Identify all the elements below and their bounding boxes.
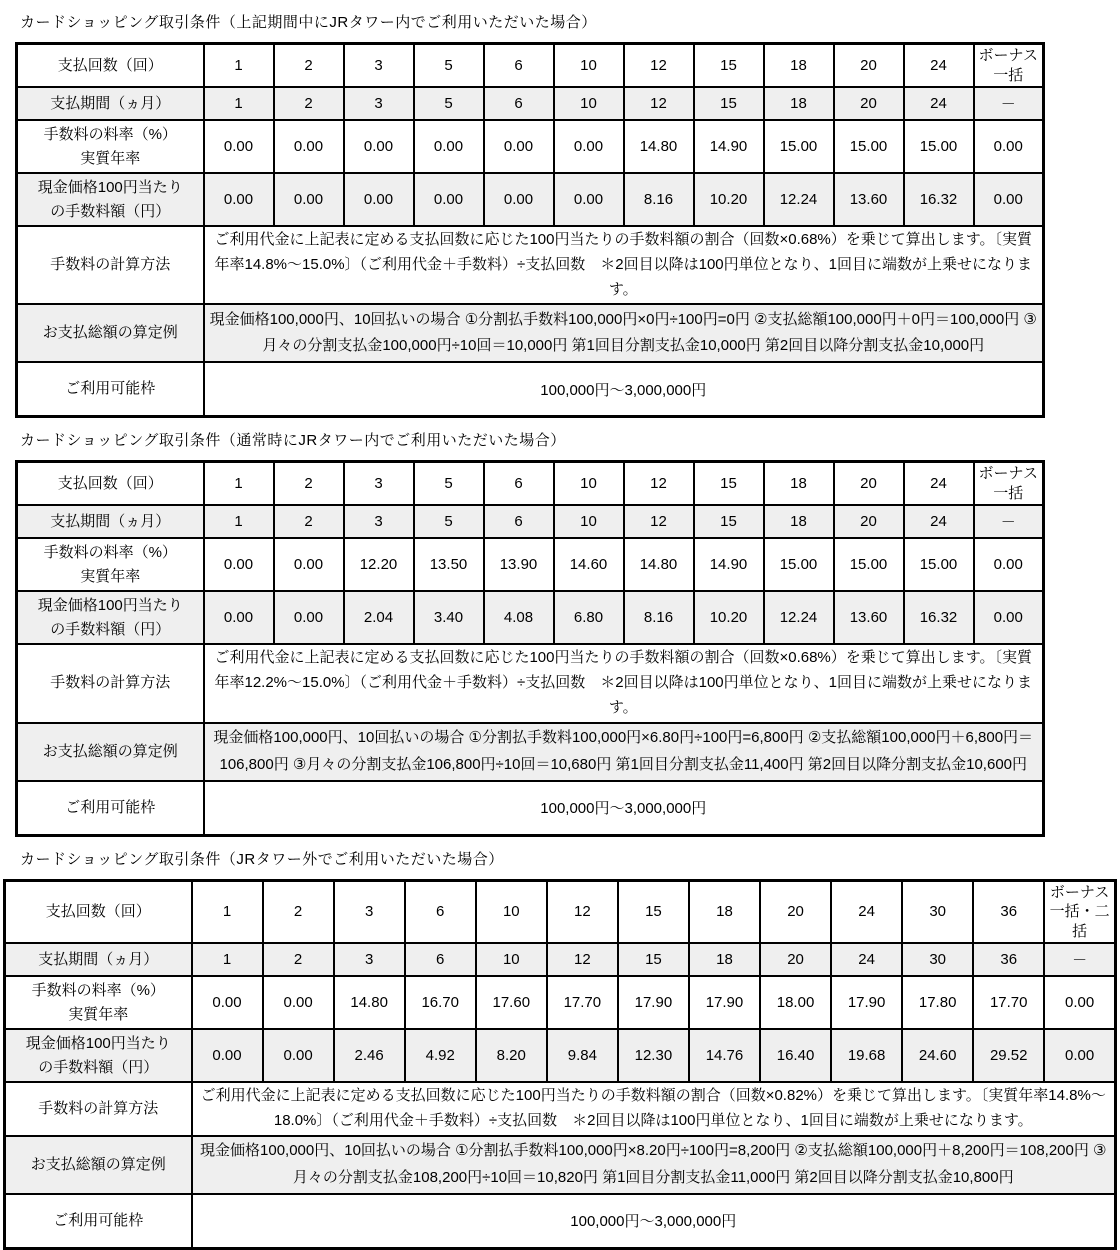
fee-cell: 0.00 [414,173,484,226]
period-cell: 18 [764,87,834,120]
period-cell: － [974,87,1044,120]
row-label-rate [17,120,204,173]
period-cell: 12 [547,943,618,976]
terms-table-normal [15,460,1045,836]
fee-cell: 12.24 [764,173,834,226]
payment-example-row [17,304,1044,362]
period-cell: 36 [973,943,1044,976]
terms-table-campaign [15,42,1045,418]
period-cell: 20 [760,943,831,976]
rate-cell: 15.00 [834,538,904,591]
payment-period-row [17,87,1044,120]
fee-cell: 12.30 [618,1029,689,1082]
fee-cell: 13.60 [834,591,904,644]
count-cell: 6 [484,44,554,88]
fee-cell: 0.00 [1044,1029,1115,1082]
count-cell: 6 [484,462,554,506]
count-cell: 18 [689,880,760,943]
fee-cell: 0.00 [204,173,274,226]
rate-cell: 14.60 [554,538,624,591]
rate-cell: 14.80 [624,120,694,173]
fee-cell: 8.16 [624,591,694,644]
period-cell: 1 [204,87,274,120]
fee-label-line2: の手数料額（円） [50,202,171,220]
fee-cell: 0.00 [974,591,1044,644]
rate-cell: 17.90 [689,976,760,1029]
fee-cell: 4.92 [405,1029,476,1082]
row-label-calc: 手数料の計算方法 [17,226,204,304]
fee-cell: 12.24 [764,591,834,644]
period-cell: 3 [334,943,405,976]
count-cell: 30 [902,880,973,943]
fee-amount-row [17,173,1044,226]
rate-cell: 18.00 [760,976,831,1029]
period-cell: － [974,505,1044,538]
count-cell: 5 [414,462,484,506]
credit-limit-row [17,362,1044,417]
rate-cell: 12.20 [344,538,414,591]
payment-counts-row [17,462,1044,506]
payment-example-row [17,723,1044,781]
payment-counts-row [5,880,1116,943]
credit-limit-text: 100,000円～3,000,000円 [192,1194,1116,1249]
count-cell: 15 [694,44,764,88]
rate-cell: 17.70 [973,976,1044,1029]
fee-cell: 16.40 [760,1029,831,1082]
row-label-example: お支払総額の算定例 [5,1136,192,1194]
period-cell: 3 [344,505,414,538]
rate-cell: 15.00 [764,538,834,591]
row-label-fee [17,173,204,226]
count-cell: 2 [274,462,344,506]
rate-cell: 17.90 [618,976,689,1029]
count-cell: 6 [405,880,476,943]
rate-cell: 15.00 [904,120,974,173]
period-cell: 15 [694,505,764,538]
fee-cell: 2.46 [334,1029,405,1082]
fee-cell: 24.60 [902,1029,973,1082]
calc-method-text: ご利用代金に上記表に定める支払回数に応じた100円当たりの手数料額の割合（回数×0.68%）を乗じて算出します。〔実質年率14.8%～15.0%〕（ご利用代金＋手数料）÷支払回数 ＊2回目以降は100円単位となり、1回目に端数が上乗せになります。 [204,226,1044,304]
count-cell: 12 [624,462,694,506]
rate-cell: 14.80 [334,976,405,1029]
fee-cell: 19.68 [831,1029,902,1082]
row-label-fee [17,591,204,644]
count-cell: 3 [344,462,414,506]
bonus-lump-cell: ボーナス一括・二括 [1044,880,1115,943]
fee-rate-row [5,976,1116,1029]
rate-cell: 16.70 [405,976,476,1029]
rate-cell: 0.00 [554,120,624,173]
terms-table-outside [3,879,1117,1250]
section-jr-tower-campaign [0,0,1120,418]
period-cell: 6 [405,943,476,976]
calc-method-text: ご利用代金に上記表に定める支払回数に応じた100円当たりの手数料額の割合（回数×0.82%）を乗じて算出します。〔実質年率14.8%～18.0%〕（ご利用代金＋手数料）÷支払回数 ＊2回目以降は100円単位となり、1回目に端数が上乗せになります。 [192,1082,1116,1136]
count-cell: 24 [904,44,974,88]
credit-limit-row [5,1194,1116,1249]
count-cell: 18 [764,44,834,88]
fee-cell: 0.00 [484,173,554,226]
row-label-counts: 支払回数（回） [17,44,204,88]
period-cell: 12 [624,87,694,120]
period-cell: 12 [624,505,694,538]
rate-cell: 0.00 [274,120,344,173]
fee-rate-row [17,120,1044,173]
period-cell: 24 [904,505,974,538]
row-label-counts: 支払回数（回） [5,880,192,943]
row-label-period: 支払期間（ヵ月） [17,87,204,120]
count-cell: 3 [334,880,405,943]
rate-cell: 15.00 [834,120,904,173]
payment-counts-row [17,44,1044,88]
count-cell: 12 [547,880,618,943]
count-cell: 1 [192,880,263,943]
period-cell: 15 [694,87,764,120]
row-label-counts: 支払回数（回） [17,462,204,506]
rate-cell: 13.50 [414,538,484,591]
period-cell: 10 [554,505,624,538]
fee-cell: 2.04 [344,591,414,644]
rate-cell: 0.00 [204,538,274,591]
count-cell: 24 [831,880,902,943]
count-cell: 5 [414,44,484,88]
rate-cell: 17.70 [547,976,618,1029]
fee-cell: 6.80 [554,591,624,644]
fee-cell: 0.00 [274,173,344,226]
row-label-fee [5,1029,192,1082]
rate-cell: 0.00 [344,120,414,173]
rate-cell: 14.90 [694,538,764,591]
count-cell: 18 [764,462,834,506]
rate-label-line1: 手数料の料率（%） [43,543,177,561]
row-label-example: お支払総額の算定例 [17,723,204,781]
payment-period-row [5,943,1116,976]
period-cell: － [1044,943,1115,976]
period-cell: 15 [618,943,689,976]
calc-method-text: ご利用代金に上記表に定める支払回数に応じた100円当たりの手数料額の割合（回数×0.68%）を乗じて算出します。〔実質年率12.2%～15.0%〕（ご利用代金＋手数料）÷支払回数 ＊2回目以降は100円単位となり、1回目に端数が上乗せになります。 [204,644,1044,722]
count-cell: 10 [554,44,624,88]
period-cell: 30 [902,943,973,976]
row-label-limit: ご利用可能枠 [17,781,204,836]
payment-example-text: 現金価格100,000円、10回払いの場合 ①分割払手数料100,000円×6.80円÷100円=6,800円 ②支払総額100,000円＋6,800円＝106,800円 ③月々の分割支払金106,800円÷10回＝10,680円 第1回目分割支払金11,400円 第2回目以降分割支払金10,600円 [204,723,1044,781]
count-cell: 20 [834,44,904,88]
section-title: カードショッピング取引条件（JRタワー外でご利用いただいた場合） [20,850,504,868]
rate-label-line1: 手数料の料率（%） [43,125,177,143]
period-cell: 1 [204,505,274,538]
section-outside-jr-tower [0,837,1120,1250]
fee-label-line1: 現金価格100円当たり [37,596,183,614]
period-cell: 6 [484,505,554,538]
calc-method-row [17,226,1044,304]
count-cell: 24 [904,462,974,506]
rate-cell: 0.00 [192,976,263,1029]
fee-cell: 4.08 [484,591,554,644]
count-cell: 15 [694,462,764,506]
fee-cell: 0.00 [263,1029,334,1082]
rate-label-line2: 実質年率 [80,567,141,585]
rate-cell: 0.00 [1044,976,1115,1029]
payment-example-text: 現金価格100,000円、10回払いの場合 ①分割払手数料100,000円×8.20円÷100円=8,200円 ②支払総額100,000円＋8,200円＝108,200円 ③月々の分割支払金108,200円÷10回＝10,820円 第1回目分割支払金11,000円 第2回目以降分割支払金10,800円 [192,1136,1116,1194]
period-cell: 20 [834,505,904,538]
period-cell: 5 [414,505,484,538]
rate-label-line1: 手数料の料率（%） [31,981,165,999]
fee-cell: 29.52 [973,1029,1044,1082]
rate-cell: 13.90 [484,538,554,591]
rate-cell: 0.00 [484,120,554,173]
rate-label-line2: 実質年率 [80,149,141,167]
rate-cell: 0.00 [204,120,274,173]
row-label-period: 支払期間（ヵ月） [17,505,204,538]
rate-cell: 17.90 [831,976,902,1029]
fee-label-line1: 現金価格100円当たり [25,1034,171,1052]
row-label-limit: ご利用可能枠 [17,362,204,417]
fee-cell: 10.20 [694,173,764,226]
count-cell: 10 [476,880,547,943]
rate-cell: 15.00 [904,538,974,591]
count-cell: 15 [618,880,689,943]
row-label-calc: 手数料の計算方法 [17,644,204,722]
fee-cell: 0.00 [204,591,274,644]
fee-rate-row [17,538,1044,591]
rate-cell: 17.80 [902,976,973,1029]
rate-cell: 0.00 [974,538,1044,591]
section-jr-tower-normal [0,418,1120,836]
credit-limit-row [17,781,1044,836]
rate-cell: 0.00 [974,120,1044,173]
rate-cell: 0.00 [414,120,484,173]
fee-cell: 14.76 [689,1029,760,1082]
period-cell: 20 [834,87,904,120]
period-cell: 24 [904,87,974,120]
payment-example-text: 現金価格100,000円、10回払いの場合 ①分割払手数料100,000円×0円÷100円=0円 ②支払総額100,000円＋0円＝100,000円 ③月々の分割支払金100,000円÷10回＝10,000円 第1回目分割支払金10,000円 第2回目以降分割支払金10,000円 [204,304,1044,362]
section-title: カードショッピング取引条件（通常時にJRタワー内でご利用いただいた場合） [20,432,566,450]
row-label-calc: 手数料の計算方法 [5,1082,192,1136]
row-label-example: お支払総額の算定例 [17,304,204,362]
period-cell: 10 [476,943,547,976]
period-cell: 24 [831,943,902,976]
credit-limit-text: 100,000円～3,000,000円 [204,781,1044,836]
rate-cell: 17.60 [476,976,547,1029]
fee-cell: 0.00 [192,1029,263,1082]
fee-cell: 3.40 [414,591,484,644]
bonus-lump-cell: ボーナス一括 [974,462,1044,506]
fee-label-line2: の手数料額（円） [50,620,171,638]
fee-cell: 0.00 [554,173,624,226]
rate-cell: 0.00 [263,976,334,1029]
period-cell: 5 [414,87,484,120]
fee-cell: 16.32 [904,173,974,226]
period-cell: 10 [554,87,624,120]
rate-cell: 14.80 [624,538,694,591]
row-label-rate [5,976,192,1029]
count-cell: 2 [263,880,334,943]
row-label-rate [17,538,204,591]
rate-cell: 0.00 [274,538,344,591]
fee-label-line2: の手数料額（円） [38,1058,159,1076]
fee-cell: 0.00 [344,173,414,226]
credit-limit-text: 100,000円～3,000,000円 [204,362,1044,417]
fee-cell: 16.32 [904,591,974,644]
count-cell: 36 [973,880,1044,943]
count-cell: 20 [834,462,904,506]
rate-cell: 14.90 [694,120,764,173]
period-cell: 18 [764,505,834,538]
period-cell: 18 [689,943,760,976]
payment-example-row [5,1136,1116,1194]
fee-cell: 0.00 [974,173,1044,226]
fee-cell: 8.20 [476,1029,547,1082]
rate-label-line2: 実質年率 [68,1005,129,1023]
period-cell: 3 [344,87,414,120]
count-cell: 1 [204,44,274,88]
count-cell: 1 [204,462,274,506]
count-cell: 20 [760,880,831,943]
period-cell: 1 [192,943,263,976]
count-cell: 2 [274,44,344,88]
row-label-limit: ご利用可能枠 [5,1194,192,1249]
rate-cell: 15.00 [764,120,834,173]
calc-method-row [17,644,1044,722]
period-cell: 6 [484,87,554,120]
period-cell: 2 [263,943,334,976]
fee-cell: 13.60 [834,173,904,226]
fee-cell: 10.20 [694,591,764,644]
section-title: カードショッピング取引条件（上記期間中にJRタワー内でご利用いただいた場合） [20,14,597,31]
count-cell: 3 [344,44,414,88]
count-cell: 10 [554,462,624,506]
payment-period-row [17,505,1044,538]
period-cell: 2 [274,87,344,120]
fee-cell: 9.84 [547,1029,618,1082]
calc-method-row [5,1082,1116,1136]
row-label-period: 支払期間（ヵ月） [5,943,192,976]
fee-amount-row [5,1029,1116,1082]
bonus-lump-cell: ボーナス一括 [974,44,1044,88]
fee-cell: 0.00 [274,591,344,644]
fee-label-line1: 現金価格100円当たり [37,178,183,196]
count-cell: 12 [624,44,694,88]
fee-amount-row [17,591,1044,644]
period-cell: 2 [274,505,344,538]
fee-cell: 8.16 [624,173,694,226]
